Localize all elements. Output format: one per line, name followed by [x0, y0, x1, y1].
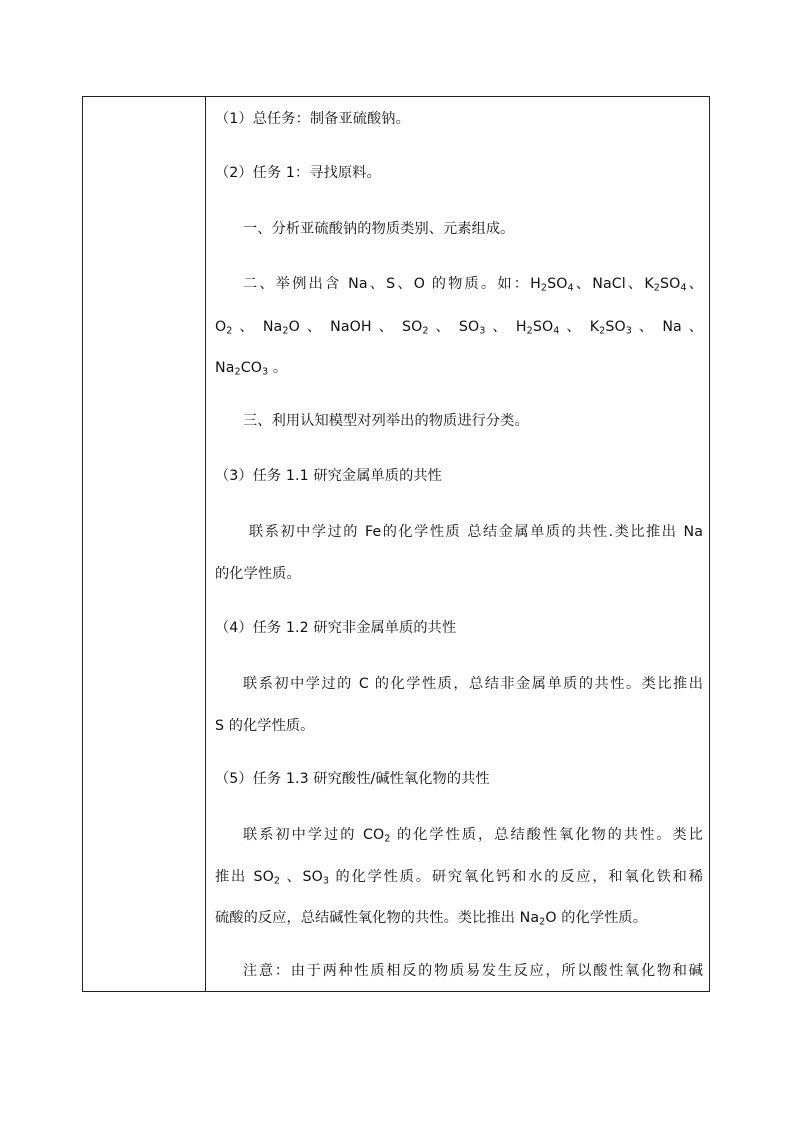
note-line: 注意：由于两种性质相反的物质易发生反应，所以酸性氧化物和碱 [243, 963, 703, 979]
task-1-2-line2: S 的化学性质。 [215, 718, 315, 734]
step-two-line3: $Na_2CO_3$ 。 [215, 360, 288, 378]
step-two-line1: 二、举例出含 Na、S、O 的物质。如：$H_2SO_4$、NaCl、$K_2SO_4$、 [243, 276, 703, 294]
task-1-3-heading: （5）任务 1.3 研究酸性/碱性氧化物的共性 [215, 771, 490, 787]
task-1-2-line1: 联系初中学过的 C 的化学性质，总结非金属单质的共性。类比推出 [243, 676, 703, 692]
task-1-1-heading: （3）任务 1.1 研究金属单质的共性 [215, 468, 442, 484]
task-1-1-line2: 的化学性质。 [215, 566, 301, 582]
table-frame [82, 96, 710, 992]
task-1-3-line3: 硫酸的反应，总结碱性氧化物的共性。类比推出 $Na_2O$ 的化学性质。 [215, 910, 647, 928]
task-overall: （1）总任务：制备亚硫酸钠。 [215, 111, 410, 127]
step-one: 一、分析亚硫酸钠的物质类别、元素组成。 [243, 221, 515, 237]
task-1-2-heading: （4）任务 1.2 研究非金属单质的共性 [215, 620, 457, 636]
task-1-3-line2: 推出 $SO_2$ 、$SO_3$ 的化学性质。研究氧化钙和水的反应，和氧化铁和稀 [215, 869, 703, 887]
task-1: （2）任务 1：寻找原料。 [215, 165, 381, 181]
content-cell [206, 97, 709, 991]
task-1-1-line1: 联系初中学过的 Fe的化学性质 总结金属单质的共性.类比推出 Na [249, 524, 703, 540]
step-two-line2: $O_2$ 、 $Na_2O$ 、 NaOH 、 $SO_2$ 、 $SO_3$ 、 $H_2SO_4$ 、 $K_2SO_3$ 、 Na 、 [215, 319, 703, 337]
left-column-cell [83, 97, 206, 991]
task-1-3-line1: 联系初中学过的 $CO_2$ 的化学性质，总结酸性氧化物的共性。类比 [243, 827, 703, 845]
step-three: 三、利用认知模型对列举出的物质进行分类。 [243, 413, 529, 429]
